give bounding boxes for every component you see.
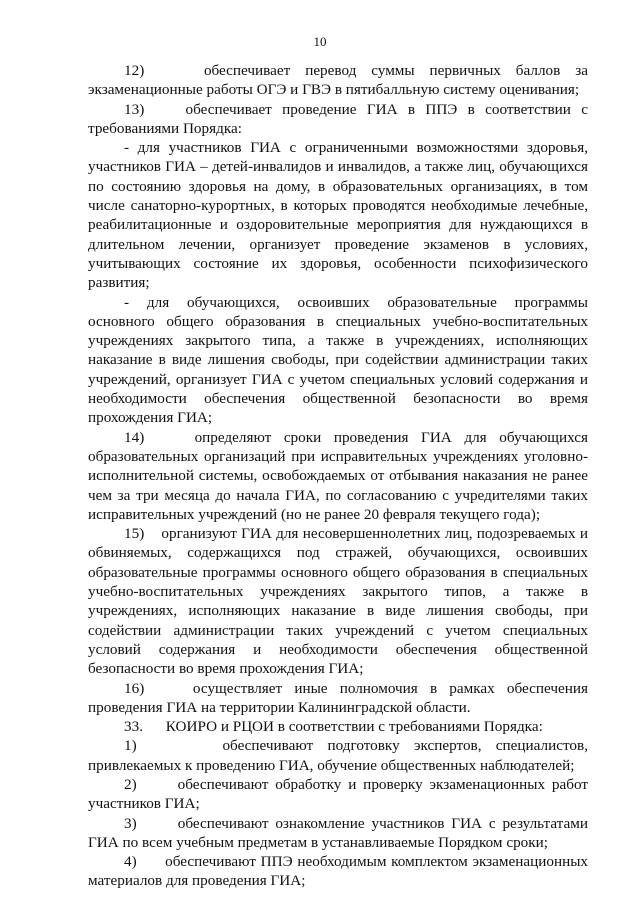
paragraph-15: 15) организуют ГИА для несовершеннолетних лиц, подозреваемых и обвиняемых, содержащихся под стражей, обучающихся, освоивших образовательные программы основного общего образования в специальных учебно-воспитательных учреждениях закрытого типов, а также в учреждениях, исполняющих наказание в виде лишения свободы, при содействии администрации таких учреждений с учетом специальных условий содержания и необходимости обеспечения общественной безопасности во время прохождения ГИА;	[88, 525, 588, 678]
paragraph-13-item-disabled: - для участников ГИА с ограниченными возможностями здоровья, участников ГИА – детей-инвалидов и инвалидов, а также лиц, обучающихся по состоянию здоровья на дому, в образовательных организациях, в том числе санаторно-курортных, в которых проводятся необходимые лечебные, реабилитационные и оздоровительные мероприятия для нуждающихся в длительном лечении, организует проведение экзаменов в условиях, учитывающих состояние их здоровья, особенности психофизического развития;	[88, 139, 588, 292]
paragraph-33-2: 2) обеспечивают обработку и проверку экзаменационных работ участников ГИА;	[88, 775, 588, 813]
paragraph-33-1: 1) обеспечивают подготовку экспертов, специалистов, привлекаемых к проведению ГИА, обучение общественных наблюдателей;	[88, 737, 588, 774]
document-body	[88, 61, 588, 891]
paragraph-13: 13) обеспечивает проведение ГИА в ППЭ в соответствии с требованиями Порядка:	[88, 100, 588, 137]
paragraph-33-4: 4) обеспечивают ППЭ необходимым комплектом экзаменационных материалов для проведения ГИА;	[88, 853, 588, 890]
paragraph-33-3: 3) обеспечивают ознакомление участников ГИА с результатами ГИА по всем учебным предметам в устанавливаемые Порядком сроки;	[88, 814, 588, 851]
paragraph-12: 12) обеспечивает перевод суммы первичных баллов за экзаменационные работы ОГЭ и ГВЭ в пятибалльную систему оценивания;	[88, 62, 588, 99]
paragraph-16: 16) осуществляет иные полномочия в рамках обеспечения проведения ГИА на территории Калининградской области.	[88, 679, 588, 716]
paragraph-13-item-closed-institutions: - для обучающихся, освоивших образовательные программы основного общего образования в специальных учебно-воспитательных учреждениях закрытого типа, а также в учреждениях, исполняющих наказание в виде лишения свободы, при содействии администрации таких учреждений, организует ГИА с учетом специальных условий содержания и необходимости обеспечения общественной безопасности во время прохождения ГИА;	[88, 293, 588, 427]
page-number: 10	[313, 34, 327, 49]
paragraph-14: 14) определяют сроки проведения ГИА для обучающихся образовательных организаций при исправительных учреждениях уголовно-исполнительной системы, освобождаемых от отбывания наказания не ранее чем за три месяца до начала ГИА, по согласованию с учредителями таких исправительных учреждений (но не ранее 20 февраля текущего года);	[88, 428, 588, 523]
section-33-heading: 33. КОИРО и РЦОИ в соответствии с требованиями Порядка:	[124, 718, 543, 736]
